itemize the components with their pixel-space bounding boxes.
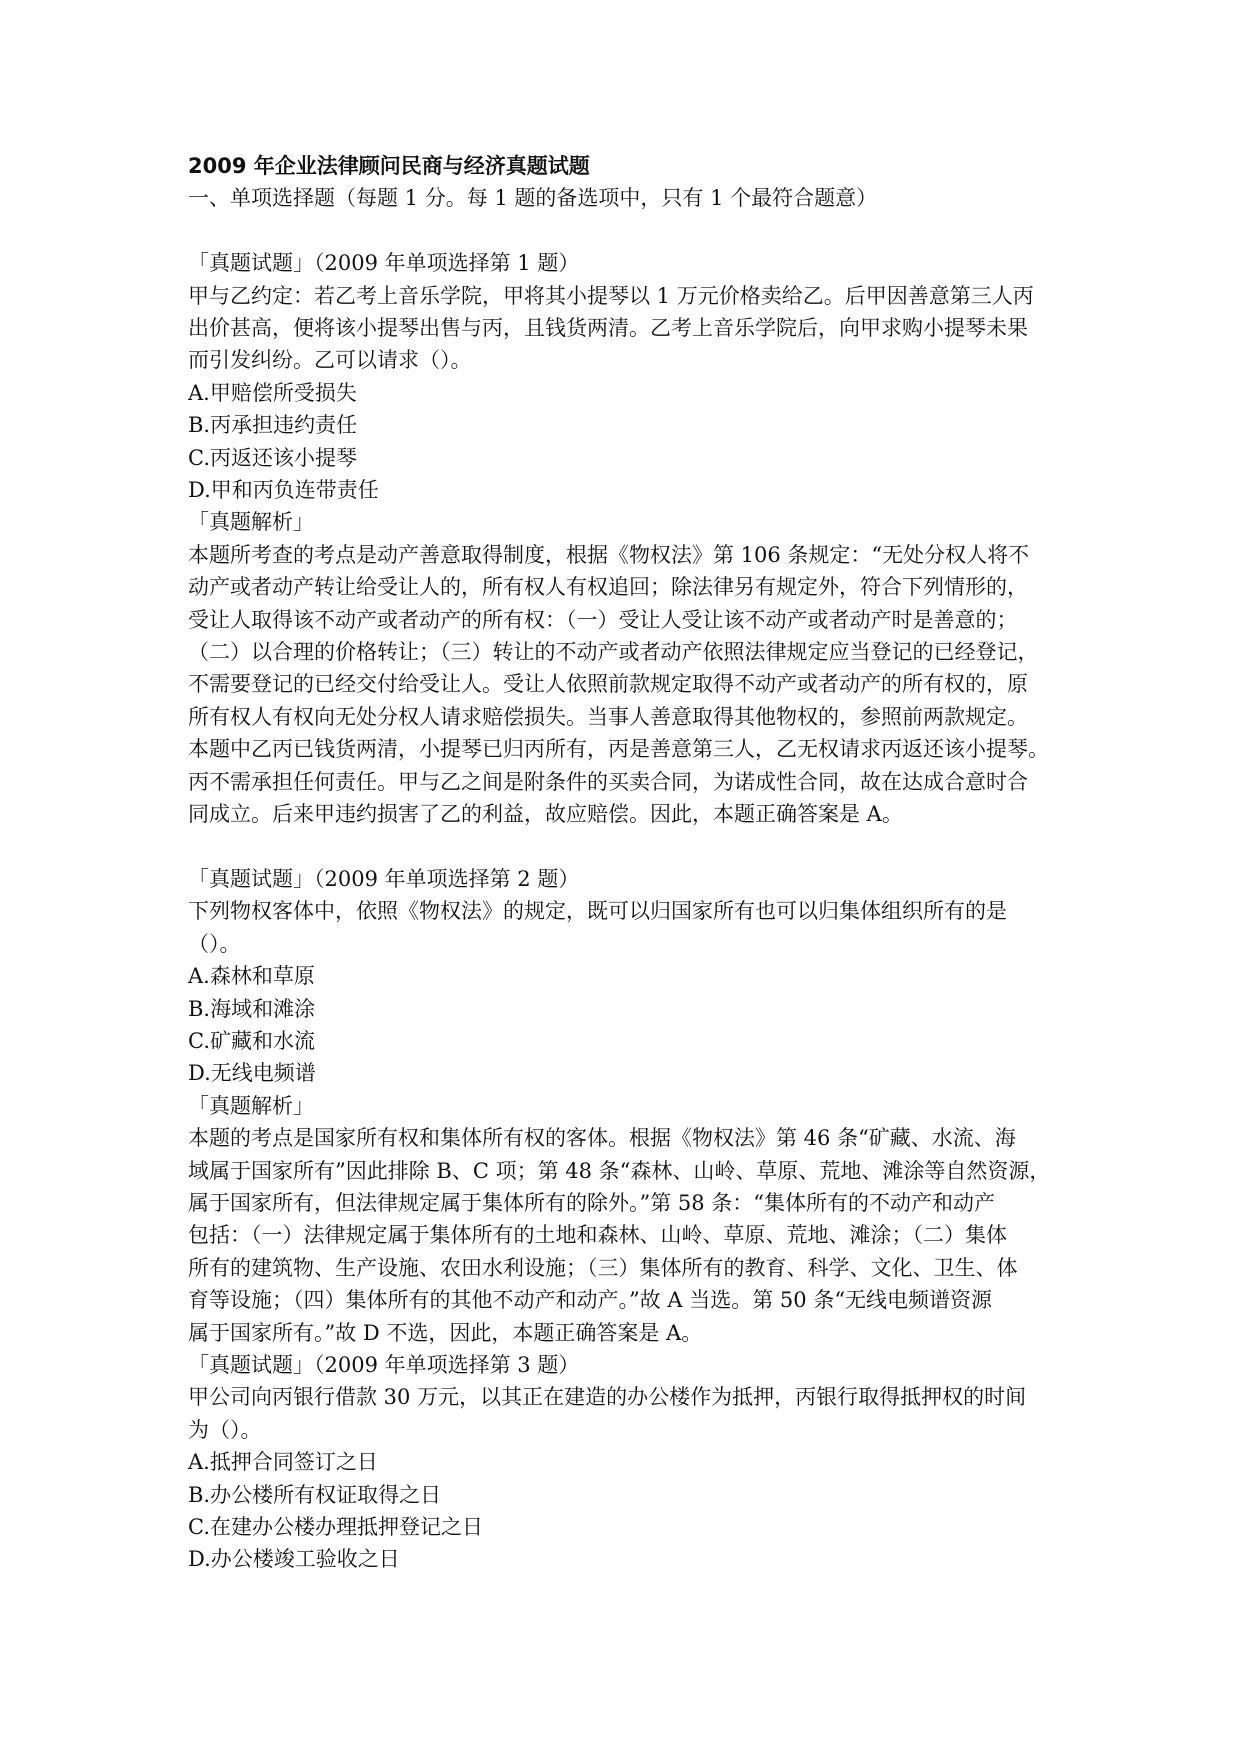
question-tag: 「真题试题」（2009 年单项选择第 1 题） xyxy=(188,251,580,276)
analysis-line: 丙不需承担任何责任。甲与乙之间是附条件的买卖合同，为诺成性合同，故在达成合意时合 xyxy=(188,769,1028,794)
option-b: B.海域和滩涂 xyxy=(188,996,316,1021)
option-c: C.丙返还该小提琴 xyxy=(188,445,357,470)
analysis-line: 受让人取得该不动产或者动产的所有权：（一）受让人受让该不动产或者动产时是善意的； xyxy=(188,607,1018,632)
analysis-line: 属于国家所有，但法律规定属于集体所有的除外。”第 58 条：“集体所有的不动产和动产 xyxy=(188,1190,996,1215)
analysis-line: 所有权人有权向无处分权人请求赔偿损失。当事人善意取得其他物权的，参照前两款规定。 xyxy=(188,704,1028,729)
document-title: 2009 年企业法律顾问民商与经济真题试题 xyxy=(188,154,590,178)
section-heading: 一、单项选择题（每题 1 分。每 1 题的备选项中，只有 1 个最符合题意） xyxy=(188,186,878,211)
analysis-line: 本题中乙丙已钱货两清，小提琴已归丙所有，丙是善意第三人，乙无权请求丙返还该小提琴。 xyxy=(188,737,1049,762)
question-tag: 「真题试题」（2009 年单项选择第 2 题） xyxy=(188,866,580,891)
option-d: D.无线电频谱 xyxy=(188,1061,316,1086)
analysis-line: 域属于国家所有”因此排除 B、C 项；第 48 条“森林、山岭、草原、荒地、滩涂等自然资源， xyxy=(188,1158,1051,1183)
option-a: A.甲赔偿所受损失 xyxy=(188,380,357,405)
option-b: B.办公楼所有权证取得之日 xyxy=(188,1482,442,1507)
analysis-line: 动产或者动产转让给受让人的，所有权人有权追回；除法律另有规定外，符合下列情形的， xyxy=(188,575,1028,600)
analysis-line: 育等设施；（四）集体所有的其他不动产和动产。”故 A 当选。第 50 条“无线电频谱资源 xyxy=(188,1288,993,1313)
analysis-line: （二）以合理的价格转让；（三）转让的不动产或者动产依照法律规定应当登记的已经登记， xyxy=(188,640,1039,665)
question-stem-line: 为（）。 xyxy=(188,1417,262,1442)
question-stem-line: 而引发纠纷。乙可以请求（）。 xyxy=(188,348,472,373)
question-stem-line: （）。 xyxy=(188,931,241,956)
question-1 xyxy=(188,247,1064,830)
document-page xyxy=(188,150,1064,1576)
analysis-line: 属于国家所有。”故 D 不选，因此，本题正确答案是 A。 xyxy=(188,1320,703,1345)
option-b: B.丙承担违约责任 xyxy=(188,413,358,438)
question-stem-line: 下列物权客体中，依照《物权法》的规定，既可以归国家所有也可以归集体组织所有的是 xyxy=(188,899,1007,924)
option-d: D.甲和丙负连带责任 xyxy=(188,478,379,503)
analysis-line: 同成立。后来甲违约损害了乙的利益，故应赔偿。因此，本题正确答案是 A。 xyxy=(188,802,903,827)
analysis-line: 不需要登记的已经交付给受让人。受让人依照前款规定取得不动产或者动产的所有权的，原 xyxy=(188,672,1028,697)
option-c: C.在建办公楼办理抵押登记之日 xyxy=(188,1515,483,1540)
analysis-line: 包括：（一）法律规定属于集体所有的土地和森林、山岭、草原、荒地、滩涂；（二）集体 xyxy=(188,1223,1007,1248)
analysis-tag: 「真题解析」 xyxy=(188,1093,314,1118)
analysis-line: 本题所考查的考点是动产善意取得制度，根据《物权法》第 106 条规定：“无处分权人将不 xyxy=(188,542,1030,567)
analysis-tag: 「真题解析」 xyxy=(188,510,314,535)
question-tag: 「真题试题」（2009 年单项选择第 3 题） xyxy=(188,1353,580,1377)
analysis-line: 本题的考点是国家所有权和集体所有权的客体。根据《物权法》第 46 条“矿藏、水流、海 xyxy=(188,1126,1016,1151)
option-a: A.森林和草原 xyxy=(188,964,315,989)
question-2 xyxy=(188,863,1064,1349)
spacer xyxy=(188,215,1064,247)
question-stem-line: 甲与乙约定：若乙考上音乐学院，甲将其小提琴以 1 万元价格卖给乙。后甲因善意第三人丙 xyxy=(188,283,1034,308)
option-c: C.矿藏和水流 xyxy=(188,1028,315,1053)
option-d: D.办公楼竣工验收之日 xyxy=(188,1547,400,1572)
analysis-line: 所有的建筑物、生产设施、农田水利设施；（三）集体所有的教育、科学、文化、卫生、体 xyxy=(188,1255,1018,1280)
option-a: A.抵押合同签订之日 xyxy=(188,1450,378,1475)
question-stem-line: 甲公司向丙银行借款 30 万元，以其正在建造的办公楼作为抵押，丙银行取得抵押权的时间 xyxy=(188,1385,1027,1410)
question-stem-line: 出价甚高，便将该小提琴出售与丙，且钱货两清。乙考上音乐学院后，向甲求购小提琴未果 xyxy=(188,316,1028,341)
spacer xyxy=(188,831,1064,863)
question-3 xyxy=(188,1349,1064,1576)
